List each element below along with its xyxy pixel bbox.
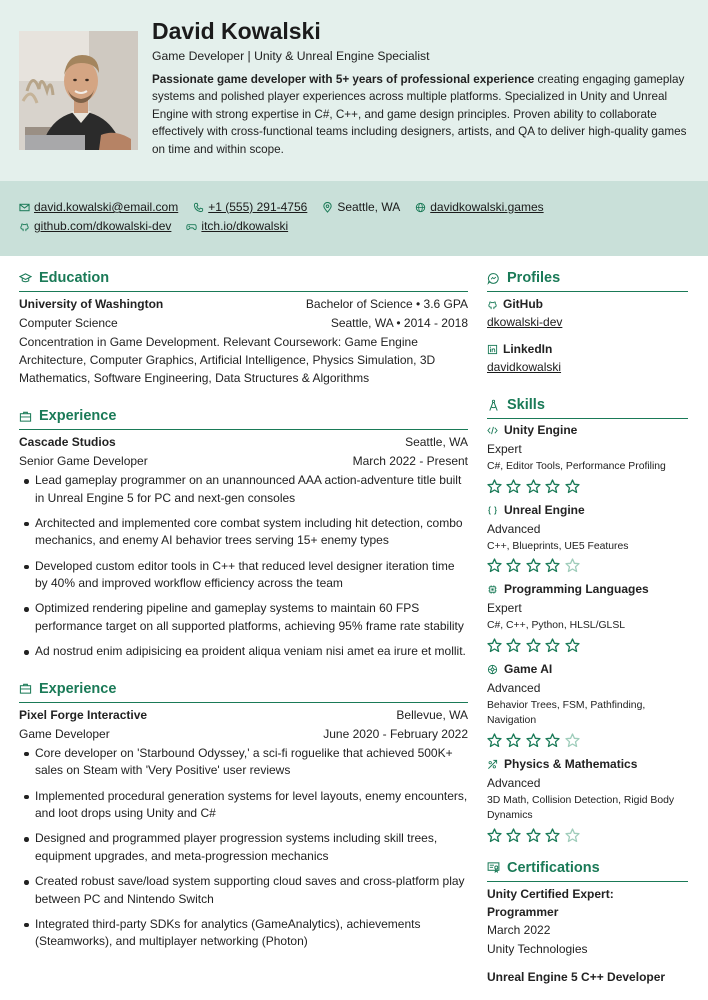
job-bullets [19,472,468,661]
star-filled-icon [506,828,521,843]
mail-icon [19,202,30,213]
job-location: Bellevue, WA [396,707,468,722]
profile-photo [19,31,138,150]
profile-network: LinkedIn [503,342,553,356]
contact-github [19,219,171,233]
profile-network: GitHub [503,297,543,311]
contact-row-1 [19,200,559,214]
list-item: Integrated third-party SDKs for analytics (GameAnalytics), achievements (Steamworks), and multiplayer networking (Photon) [19,916,468,951]
profile-linkedin-link[interactable]: davidkowalski [487,360,562,374]
location-pin-icon [322,202,333,213]
profile-linkedin-name [487,340,688,358]
list-item: Architected and implemented core combat system including hit detection, combo mechanics, and enemy AI behavior trees serving 15+ enemy types [19,515,468,550]
job-role: Game Developer [19,726,110,741]
skill-name-text: Game AI [504,661,553,676]
job-role: Senior Game Developer [19,454,148,468]
linkedin-icon [487,344,498,355]
education-row-1 [19,295,468,314]
star-filled-icon [526,479,541,494]
location-text: Seattle, WA [337,200,401,214]
graduation-cap-icon [19,272,32,285]
certifications-title-text: Certifications [507,859,600,876]
degree-text: Bachelor of Science • 3.6 GPA [305,297,468,311]
list-item: Core developer on 'Starbound Odyssey,' a sci-fi roguelike that achieved 500K+ sales on Steam with 'Very Positive' user reviews [19,745,468,780]
certifications-section [487,860,688,986]
job-row-2 [19,725,468,744]
star-filled-icon [545,479,560,494]
skill-rating [487,733,688,748]
skill-name [487,422,688,439]
skill-item [487,661,688,748]
profiles-title [487,270,688,292]
cert-date: March 2022 [487,922,551,937]
skill-level: Advanced [487,680,541,695]
star-filled-icon [526,558,541,573]
itch-link[interactable]: itch.io/dkowalski [201,219,289,233]
job-dates: June 2020 - February 2022 [323,726,468,741]
education-details: Concentration in Game Development. Relevant Coursework: Game Engine Architecture, Computer Graphics, Artificial Intelligence, Physics Simulation, 3D Mathematics, Software Engineering, Data Structures & Algorithms [19,335,436,385]
list-item: Ad nostrud enim adipisicing ea proident aliqua veniam nisi amet ea irure et mollit. [19,643,468,661]
gamepad-icon [186,221,197,232]
list-item: Developed custom editor tools in C++ that reduced level designer iteration time by 40% and improved workflow efficiency across the team [19,558,468,593]
star-filled-icon [487,558,502,573]
skill-level: Expert [487,601,522,615]
list-item: Lead gameplay programmer on an unannounced AAA action-adventure title built in Unreal Engine 5 for PC and next-gen consoles [19,472,468,507]
profile-github-link[interactable]: dkowalski-dev [487,315,563,329]
job-location: Seattle, WA [405,435,468,449]
contact-location [322,200,400,214]
star-filled-icon [506,733,521,748]
star-filled-icon [526,828,541,843]
contact-itch [186,219,288,233]
education-title [19,270,468,292]
skills-title [487,397,688,419]
skill-rating [487,479,688,494]
profile-github-name [487,295,688,313]
skill-keywords: C#, Editor Tools, Performance Profiling [487,461,666,472]
skill-level: Expert [487,442,522,456]
contact-website [415,200,543,214]
star-filled-icon [487,638,502,653]
experience-section-1 [19,408,468,661]
star-filled-icon [545,733,560,748]
skill-keywords: C++, Blueprints, UE5 Features [487,540,629,552]
experience-title [19,681,468,703]
profiles-section [487,270,688,377]
certifications-title [487,860,688,882]
list-item: Implemented procedural generation systems for level layouts, enemy encounters, and loot drops using Unity and C# [19,788,468,823]
job-row-1 [19,433,468,452]
job-row-2 [19,452,468,471]
physics-icon [487,759,498,770]
skill-level: Advanced [487,521,541,536]
compass-icon [487,399,500,412]
star-filled-icon [545,828,560,843]
education-title-text: Education [39,270,110,286]
job-row-1 [19,706,468,725]
github-icon [487,299,498,310]
email-link[interactable]: david.kowalski@email.com [34,200,179,214]
skill-name-text: Programming Languages [504,582,649,596]
certificate-icon [487,861,500,874]
company-name: Cascade Studios [19,435,116,449]
list-item: Created robust save/load system supporting cloud saves and cross-platform play between PC and Nintendo Switch [19,873,468,908]
job-bullets [19,745,468,951]
star-filled-icon [526,638,541,653]
candidate-headline: Game Developer | Unity & Unreal Engine Specialist [152,49,430,63]
braces-icon [487,505,498,516]
code-icon [487,425,498,436]
star-filled-icon [487,733,502,748]
right-column [487,270,688,986]
star-filled-icon [565,479,580,494]
field-of-study: Computer Science [19,316,118,330]
skill-item [487,581,688,653]
phone-icon [193,202,204,213]
contact-band [0,181,708,256]
star-filled-icon [487,828,502,843]
github-icon [19,221,30,232]
skill-rating [487,558,688,573]
left-column [19,270,468,959]
website-link[interactable]: davidkowalski.games [430,200,544,214]
contact-row-2 [19,219,303,233]
experience-section-2 [19,681,468,951]
skill-item [487,502,688,574]
briefcase-icon [19,682,32,695]
experience-title-text: Experience [39,680,117,697]
star-filled-icon [545,638,560,653]
star-filled-icon [506,638,521,653]
skill-rating [487,828,688,843]
list-item: Optimized rendering pipeline and gameplay systems to maintain 60 FPS performance target on all supported platforms, achieving 95% frame rate stability [19,600,468,635]
experience-title-text: Experience [39,408,117,424]
skill-name [487,502,688,519]
star-filled-icon [526,733,541,748]
company-name: Pixel Forge Interactive [19,707,148,722]
skill-keywords: Behavior Trees, FSM, Pathfinding, Navigation [487,699,646,726]
skill-item [487,756,688,843]
cert-issuer: Unity Technologies [487,941,588,956]
cert-name: Unity Certified Expert: Programmer [487,886,614,919]
star-filled-icon [506,558,521,573]
skill-level: Advanced [487,775,541,790]
star-filled-icon [487,479,502,494]
school-name: University of Washington [19,297,164,311]
skill-name [487,581,688,598]
skill-name-text: Physics & Mathematics [504,756,638,771]
star-filled-icon [506,479,521,494]
education-section [19,270,468,387]
star-empty-icon [565,733,580,748]
skill-name [487,661,688,678]
skill-keywords: 3D Math, Collision Detection, Rigid Body Dynamics [487,794,675,821]
summary-body: creating engaging gameplay systems and polished player experiences across multiple platforms. Specialized in Unity and Unreal Engine with strong expertise in C#, C++, and game design principles. Proven ability to collaborate effectively with cross-functional teams including designers, artists, and QA to deliver high-quality games on time and within scope. [152,73,687,156]
skill-rating [487,638,688,653]
job-dates: March 2022 - Present [352,454,468,468]
chip-icon [487,584,498,595]
globe-icon [415,202,426,213]
education-location-dates: Seattle, WA • 2014 - 2018 [330,316,468,330]
skill-name [487,756,688,773]
contact-phone [193,200,307,214]
skill-keywords: C#, C++, Python, HLSL/GLSL [487,620,626,631]
github-link[interactable]: github.com/dkowalski-dev [34,219,172,233]
profiles-title-text: Profiles [507,270,561,286]
summary-highlight: Passionate game developer with 5+ years of professional experience [152,73,535,86]
skills-title-text: Skills [507,397,545,413]
cert-name: Unreal Engine 5 C++ Developer [487,969,666,984]
star-filled-icon [545,558,560,573]
list-item: Designed and programmed player progression systems including skill trees, equipment upgrades, and meta-progression mechanics [19,830,468,865]
star-empty-icon [565,828,580,843]
briefcase-icon [19,410,32,423]
star-empty-icon [565,558,580,573]
candidate-name: David Kowalski [152,18,321,44]
ai-icon [487,664,498,675]
skills-section [487,397,688,843]
resume-header [0,0,708,181]
contact-email [19,200,178,214]
chat-bubble-icon [487,272,500,285]
experience-title [19,408,468,430]
skill-name-text: Unity Engine [504,423,578,437]
phone-link[interactable]: +1 (555) 291-4756 [208,200,308,214]
star-filled-icon [565,638,580,653]
skill-name-text: Unreal Engine [504,502,585,517]
skill-item [487,422,688,494]
education-row-2 [19,314,468,333]
summary-text [152,71,692,158]
